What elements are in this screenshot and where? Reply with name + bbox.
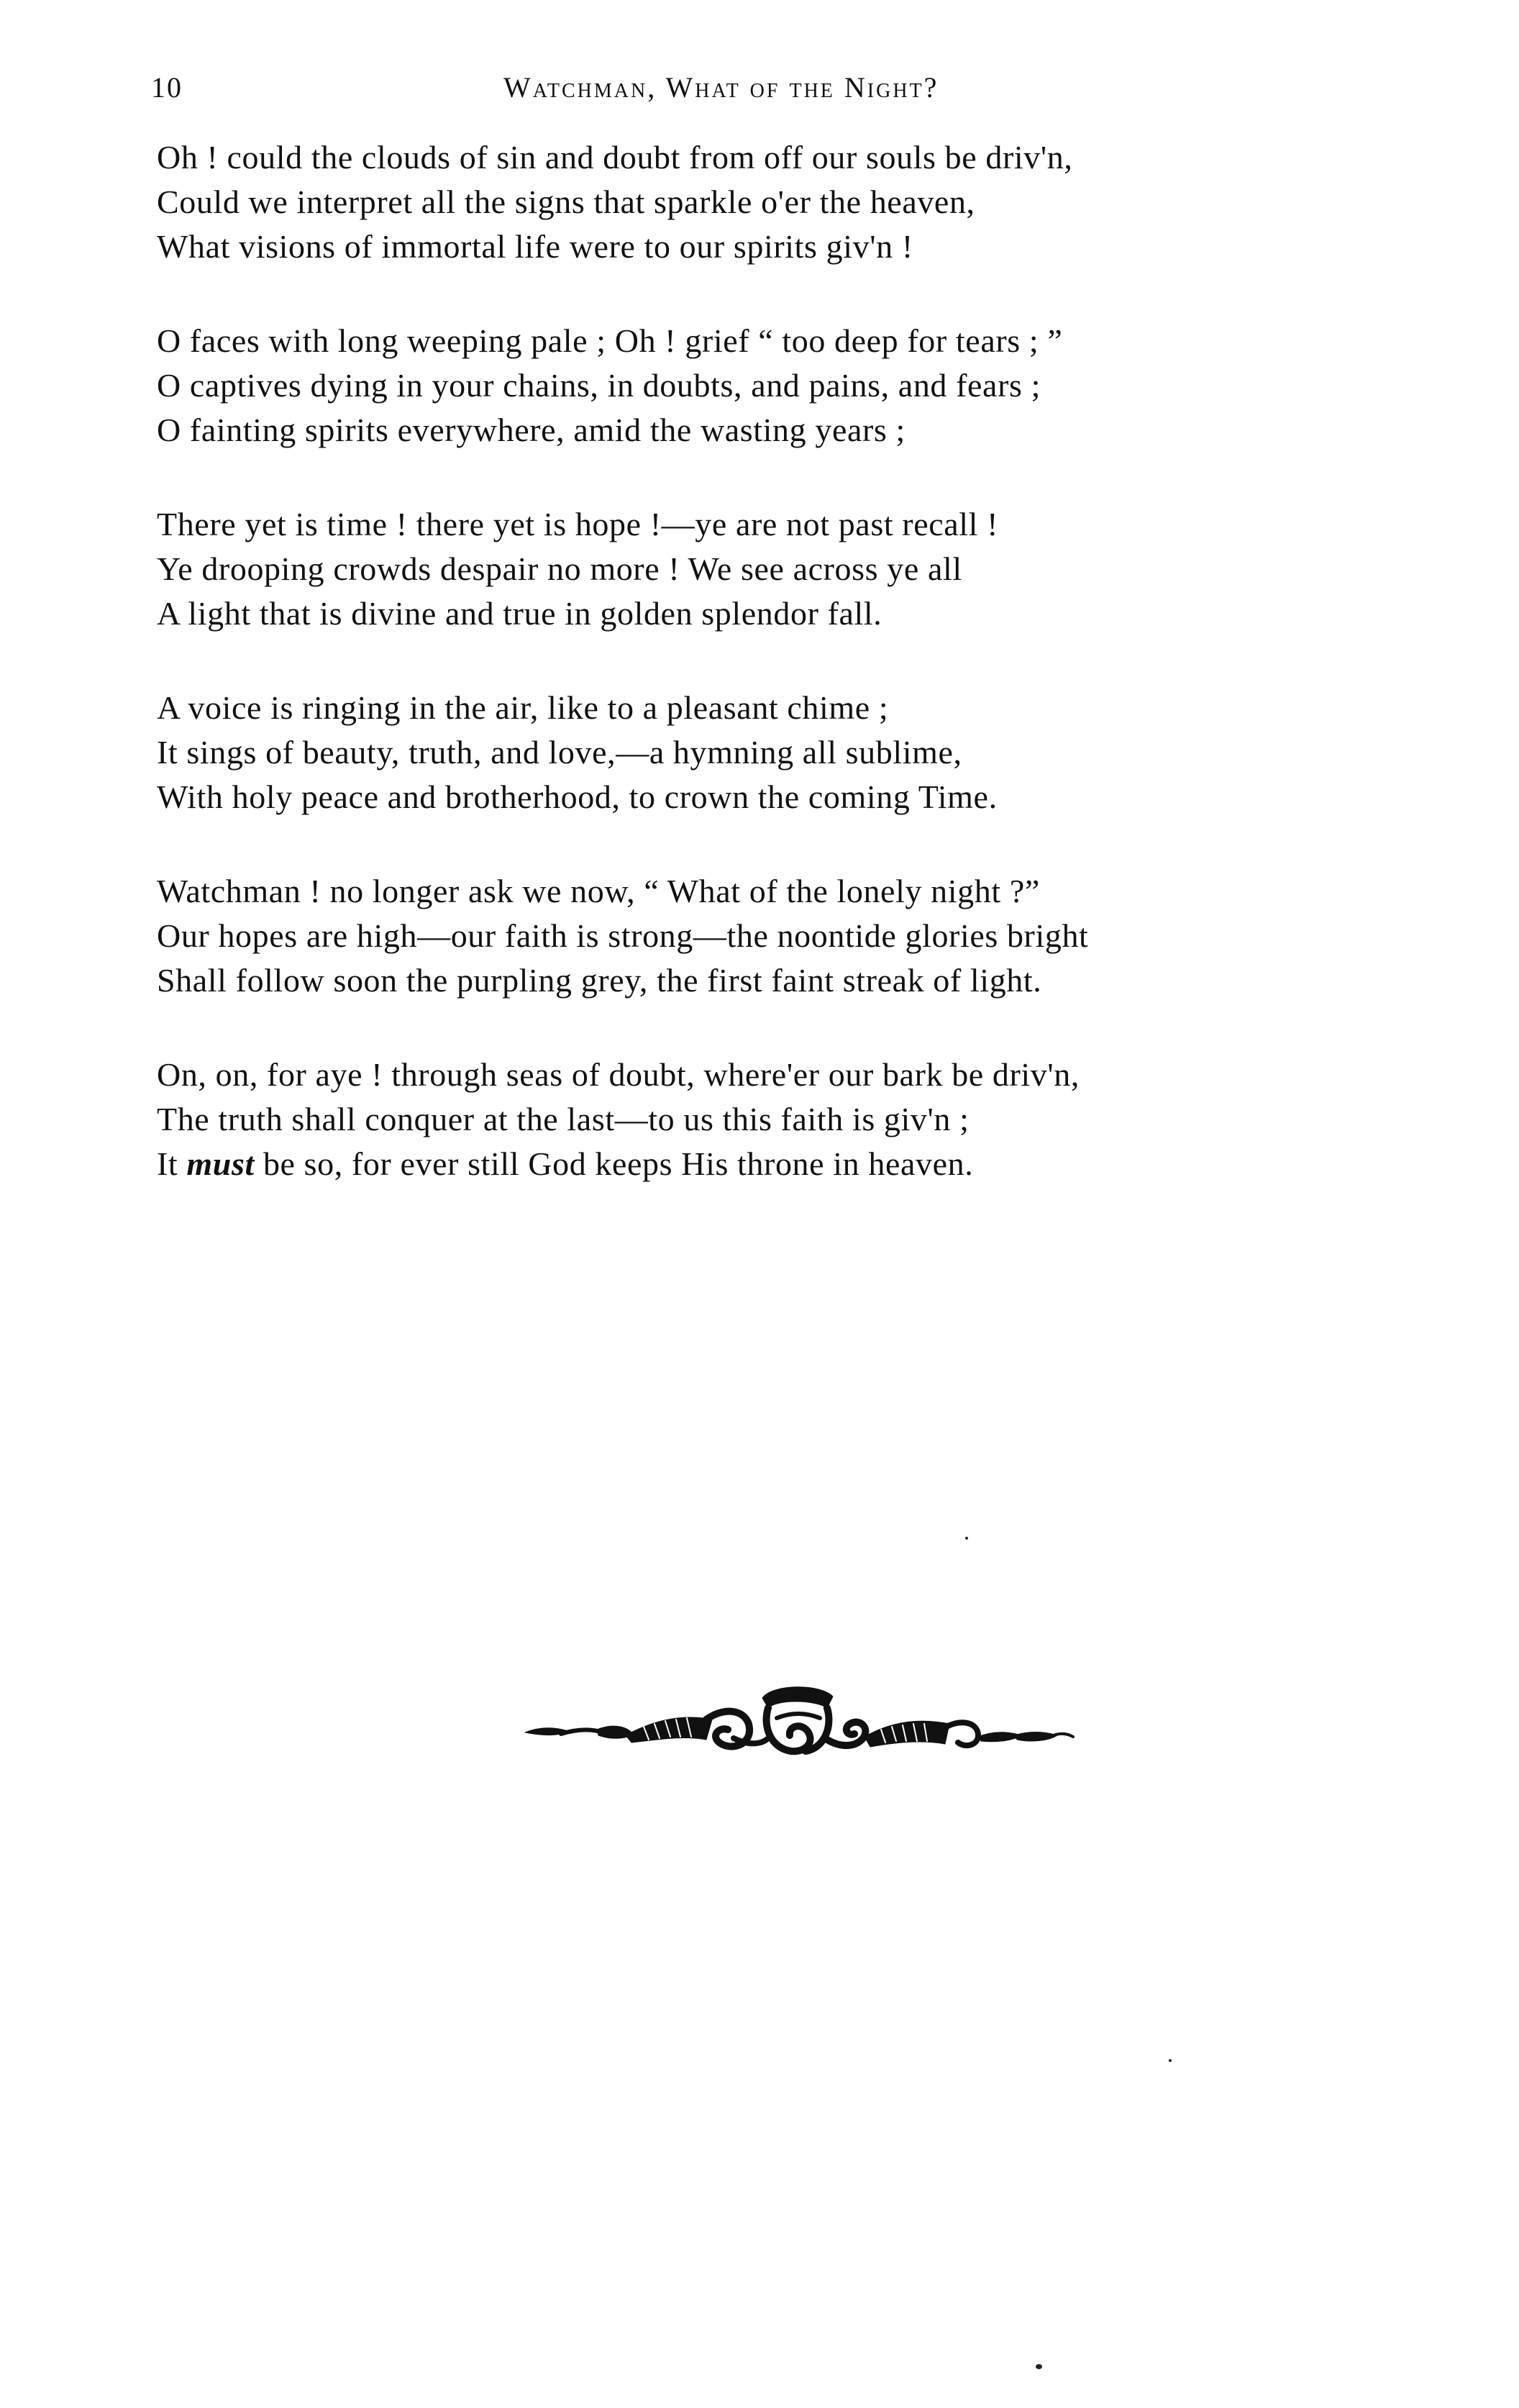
print-speck: [1169, 2059, 1172, 2062]
poem-line: Shall follow soon the purpling grey, the first faint streak of light.: [157, 962, 1042, 999]
poem-line: Watchman ! no longer ask we now, “ What of the lonely night ?”: [157, 873, 1040, 909]
poem-line: O captives dying in your chains, in doubts, and pains, and fears ;: [157, 367, 1041, 404]
stanza-4: [157, 686, 1365, 819]
stanza-2: [157, 319, 1365, 453]
poem-line: It sings of beauty, truth, and love,—a hymning all sublime,: [157, 734, 962, 771]
poem-line: Ye drooping crowds despair no more ! We see across ye all: [157, 550, 962, 587]
scroll-ribbon-ornament-icon: [518, 1676, 1079, 1763]
poem-line: Oh ! could the clouds of sin and doubt from off our souls be driv'n,: [157, 139, 1073, 176]
print-speck: [965, 1537, 968, 1540]
poem-line: With holy peace and brotherhood, to crown the coming Time.: [157, 778, 998, 815]
poem-line: A voice is ringing in the air, like to a pleasant chime ;: [157, 689, 889, 726]
line-text-after: be so, for ever still God keeps His throne in heaven.: [254, 1145, 974, 1182]
poem-line: O fainting spirits everywhere, amid the wasting years ;: [157, 412, 906, 448]
poem-line: Our hopes are high—our faith is strong—the noontide glories bright: [157, 917, 1089, 954]
poem-line: What visions of immortal life were to our spirits giv'n !: [157, 228, 913, 265]
poem-line: O faces with long weeping pale ; Oh ! grief “ too deep for tears ; ”: [157, 322, 1063, 359]
page-number: 10: [151, 71, 183, 104]
poem-line: A light that is divine and true in golden splendor fall.: [157, 595, 882, 632]
stanza-5: [157, 869, 1365, 1003]
stanza-3: [157, 502, 1365, 636]
page-header: [151, 71, 1302, 114]
stanza-6: [157, 1053, 1365, 1186]
poem-line: There yet is time ! there yet is hope !—ye are not past recall !: [157, 506, 999, 542]
running-title: Watchman, What of the Night?: [503, 71, 939, 104]
poem-line: Could we interpret all the signs that sparkle o'er the heaven,: [157, 183, 975, 220]
print-speck: [1036, 2364, 1042, 2369]
poem-line-final: [157, 1142, 1365, 1186]
poem: [157, 135, 1365, 1236]
line-text-before: It: [157, 1145, 187, 1182]
poem-line: On, on, for aye ! through seas of doubt, where'er our bark be driv'n,: [157, 1056, 1080, 1093]
poem-line: The truth shall conquer at the last—to us this faith is giv'n ;: [157, 1101, 970, 1137]
emphasized-word: must: [186, 1145, 255, 1182]
stanza-1: [157, 135, 1365, 269]
